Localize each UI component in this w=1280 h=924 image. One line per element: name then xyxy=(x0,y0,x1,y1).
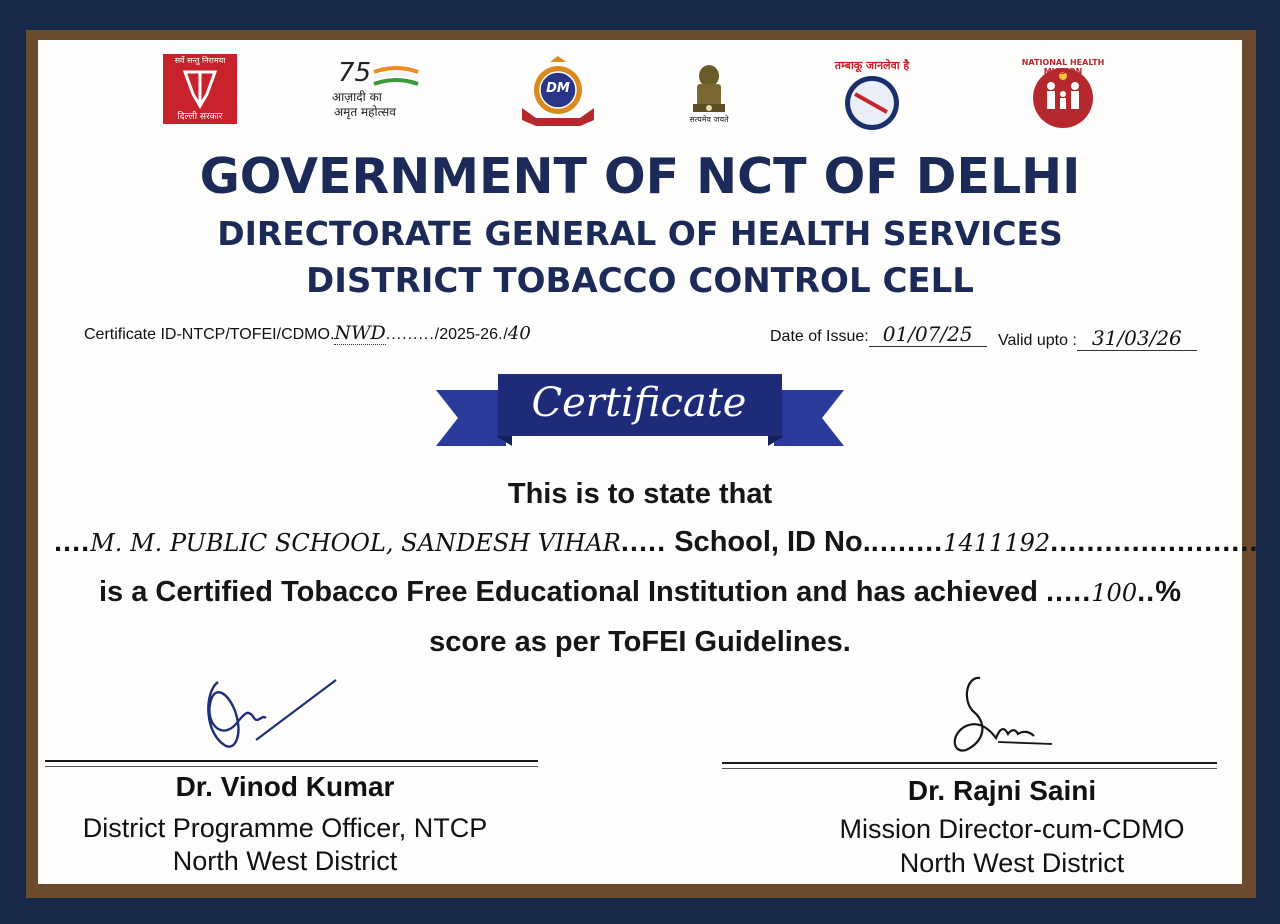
certificate-id-number: 40 xyxy=(507,323,531,344)
nhm-logo-text: NATIONAL HEALTH MISSION xyxy=(1021,58,1105,76)
dm-badge-text: DM xyxy=(546,81,570,96)
body-line-intro: This is to state that xyxy=(507,478,773,510)
heading-directorate: DIRECTORATE GENERAL OF HEALTH SERVICES xyxy=(217,214,1063,253)
signatory-left-name: Dr. Vinod Kumar xyxy=(175,771,395,802)
score-percent: % xyxy=(1155,576,1182,608)
valid-upto xyxy=(998,326,1197,351)
signature-vinod-kumar xyxy=(196,674,346,754)
signature-rajni-saini xyxy=(944,672,1064,758)
body-line-guidelines: score as per ToFEI Guidelines. xyxy=(429,626,851,658)
delhi-sarkar-main-text: दिल्ली सरकार xyxy=(177,112,223,122)
delhi-sarkar-top-text: सर्वे सन्तु निरामया xyxy=(174,56,226,65)
school-id-value: 1411192 xyxy=(943,529,1051,557)
signature-line-left xyxy=(45,760,538,762)
tobacco-awareness-logo-icon xyxy=(824,58,920,132)
certificate-id: Certificate ID-NTCP/TOFEI/CDMO.NWD........./2025-26./40 xyxy=(84,322,531,344)
score-value: 100 xyxy=(1091,579,1138,607)
azadi-amrit-mahotsav-logo-icon xyxy=(330,58,424,122)
body-line-school: ....M. M. PUBLIC SCHOOL, SANDESH VIHAR..... School, ID No.........1411192....................... xyxy=(54,526,1259,558)
signature-line-right-thin xyxy=(722,768,1217,769)
certified-text: is a Certified Tobacco Free Educational Institution and has achieved xyxy=(98,576,1038,608)
signatory-right-district: North West District xyxy=(899,848,1125,878)
azadi-number: 75 xyxy=(338,58,372,88)
signatory-left-title: District Programme Officer, NTCP xyxy=(82,813,488,843)
valid-upto-label: Valid upto : xyxy=(998,332,1077,349)
certificate-id-year: /2025-26 xyxy=(434,326,498,343)
national-emblem-icon xyxy=(686,56,732,128)
school-id-label: School, ID No. xyxy=(674,526,871,558)
heading-government: GOVERNMENT OF NCT OF DELHI xyxy=(199,148,1081,205)
signatory-right-name: Dr. Rajni Saini xyxy=(907,775,1097,806)
tobacco-logo-text: तम्बाकू जानलेवा है xyxy=(834,59,910,72)
heading-tobacco-cell: DISTRICT TOBACCO CONTROL CELL xyxy=(306,261,974,301)
certificate-ribbon-text: Certificate xyxy=(531,380,747,426)
azadi-line2: अमृत महोत्सव xyxy=(334,105,396,119)
azadi-line1: आज़ादी का xyxy=(332,90,382,104)
date-of-issue xyxy=(770,322,987,347)
certificate-id-district: NWD xyxy=(334,322,386,344)
body-line-certified: is a Certified Tobacco Free Educational Institution and has achieved .....100..% xyxy=(98,576,1182,608)
signatory-right-title: Mission Director-cum-CDMO xyxy=(839,814,1185,844)
valid-upto-value: 31/03/26 xyxy=(1077,326,1197,351)
national-health-mission-logo-icon xyxy=(1014,58,1112,132)
signature-line-left-thin xyxy=(45,766,538,767)
signature-line-right xyxy=(722,762,1217,764)
certificate-id-label: Certificate ID-NTCP/TOFEI/CDMO. xyxy=(84,326,335,343)
delhi-sarkar-logo-icon xyxy=(163,54,237,124)
date-of-issue-value: 01/07/25 xyxy=(869,322,987,347)
signatory-left-district: North West District xyxy=(172,846,398,876)
school-name: M. M. PUBLIC SCHOOL, SANDESH VIHAR xyxy=(90,529,621,557)
date-of-issue-label: Date of Issue: xyxy=(770,328,869,345)
emblem-caption: सत्यमेव जयते xyxy=(689,115,729,124)
district-magistrate-logo-icon xyxy=(516,56,600,128)
